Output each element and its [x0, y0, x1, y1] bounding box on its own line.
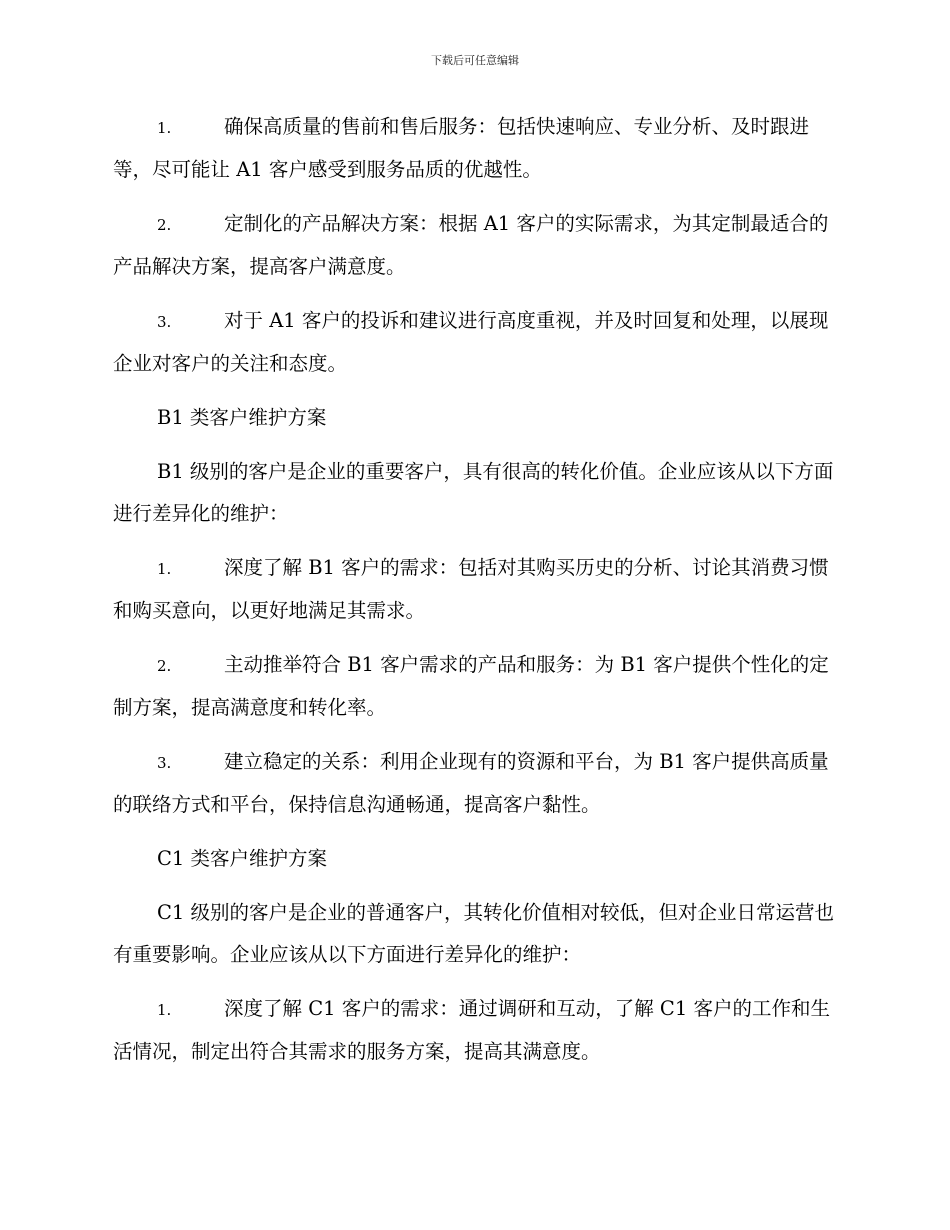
list-item [113, 106, 838, 191]
section-heading-b1: B1 类客户维护方案 [157, 406, 327, 429]
list-number: 3. [157, 313, 172, 331]
list-item [113, 203, 838, 288]
page-header: 下载后可任意编辑 [431, 54, 519, 67]
list-number: 2. [157, 216, 172, 234]
list-item [113, 644, 838, 729]
list-item [113, 741, 838, 826]
list-item-text: 深度了解 B1 客户的需求：包括对其购买历史的分析、讨论其消费习惯和购买意向，以更好地满足其需求。 [113, 556, 829, 622]
list-item-text: 对于 A1 客户的投诉和建议进行高度重视，并及时回复和处理，以展现企业对客户的关注和态度。 [113, 309, 829, 375]
list-number: 3. [157, 754, 172, 772]
list-number: 1. [157, 1001, 172, 1019]
list-number: 1. [157, 560, 172, 578]
list-item-text: 深度了解 C1 客户的需求：通过调研和互动，了解 C1 客户的工作和生活情况，制定出符合其需求的服务方案，提高其满意度。 [113, 997, 830, 1063]
section-intro-b1: B1 级别的客户是企业的重要客户，具有很高的转化价值。企业应该从以下方面进行差异化的维护： [113, 460, 834, 525]
list-number: 1. [157, 119, 172, 137]
list-item-text: 建立稳定的关系：利用企业现有的资源和平台，为 B1 客户提供高质量的联络方式和平台，保持信息沟通畅通，提高客户黏性。 [113, 750, 829, 816]
list-item-text: 定制化的产品解决方案：根据 A1 客户的实际需求，为其定制最适合的产品解决方案，提高客户满意度。 [113, 212, 829, 278]
list-item [113, 300, 838, 385]
section-heading-c1: C1 类客户维护方案 [157, 847, 328, 870]
section-intro-c1: C1 级别的客户是企业的普通客户，其转化价值相对较低，但对企业日常运营也有重要影响。企业应该从以下方面进行差异化的维护： [113, 901, 835, 966]
list-item [113, 547, 838, 632]
list-number: 2. [157, 657, 172, 675]
document-body [113, 106, 838, 1085]
list-item-text: 确保高质量的售前和售后服务：包括快速响应、专业分析、及时跟进等，尽可能让 A1 客户感受到服务品质的优越性。 [113, 115, 810, 181]
list-item [113, 988, 838, 1073]
list-item-text: 主动推举符合 B1 客户需求的产品和服务：为 B1 客户提供个性化的定制方案，提高满意度和转化率。 [113, 653, 829, 719]
